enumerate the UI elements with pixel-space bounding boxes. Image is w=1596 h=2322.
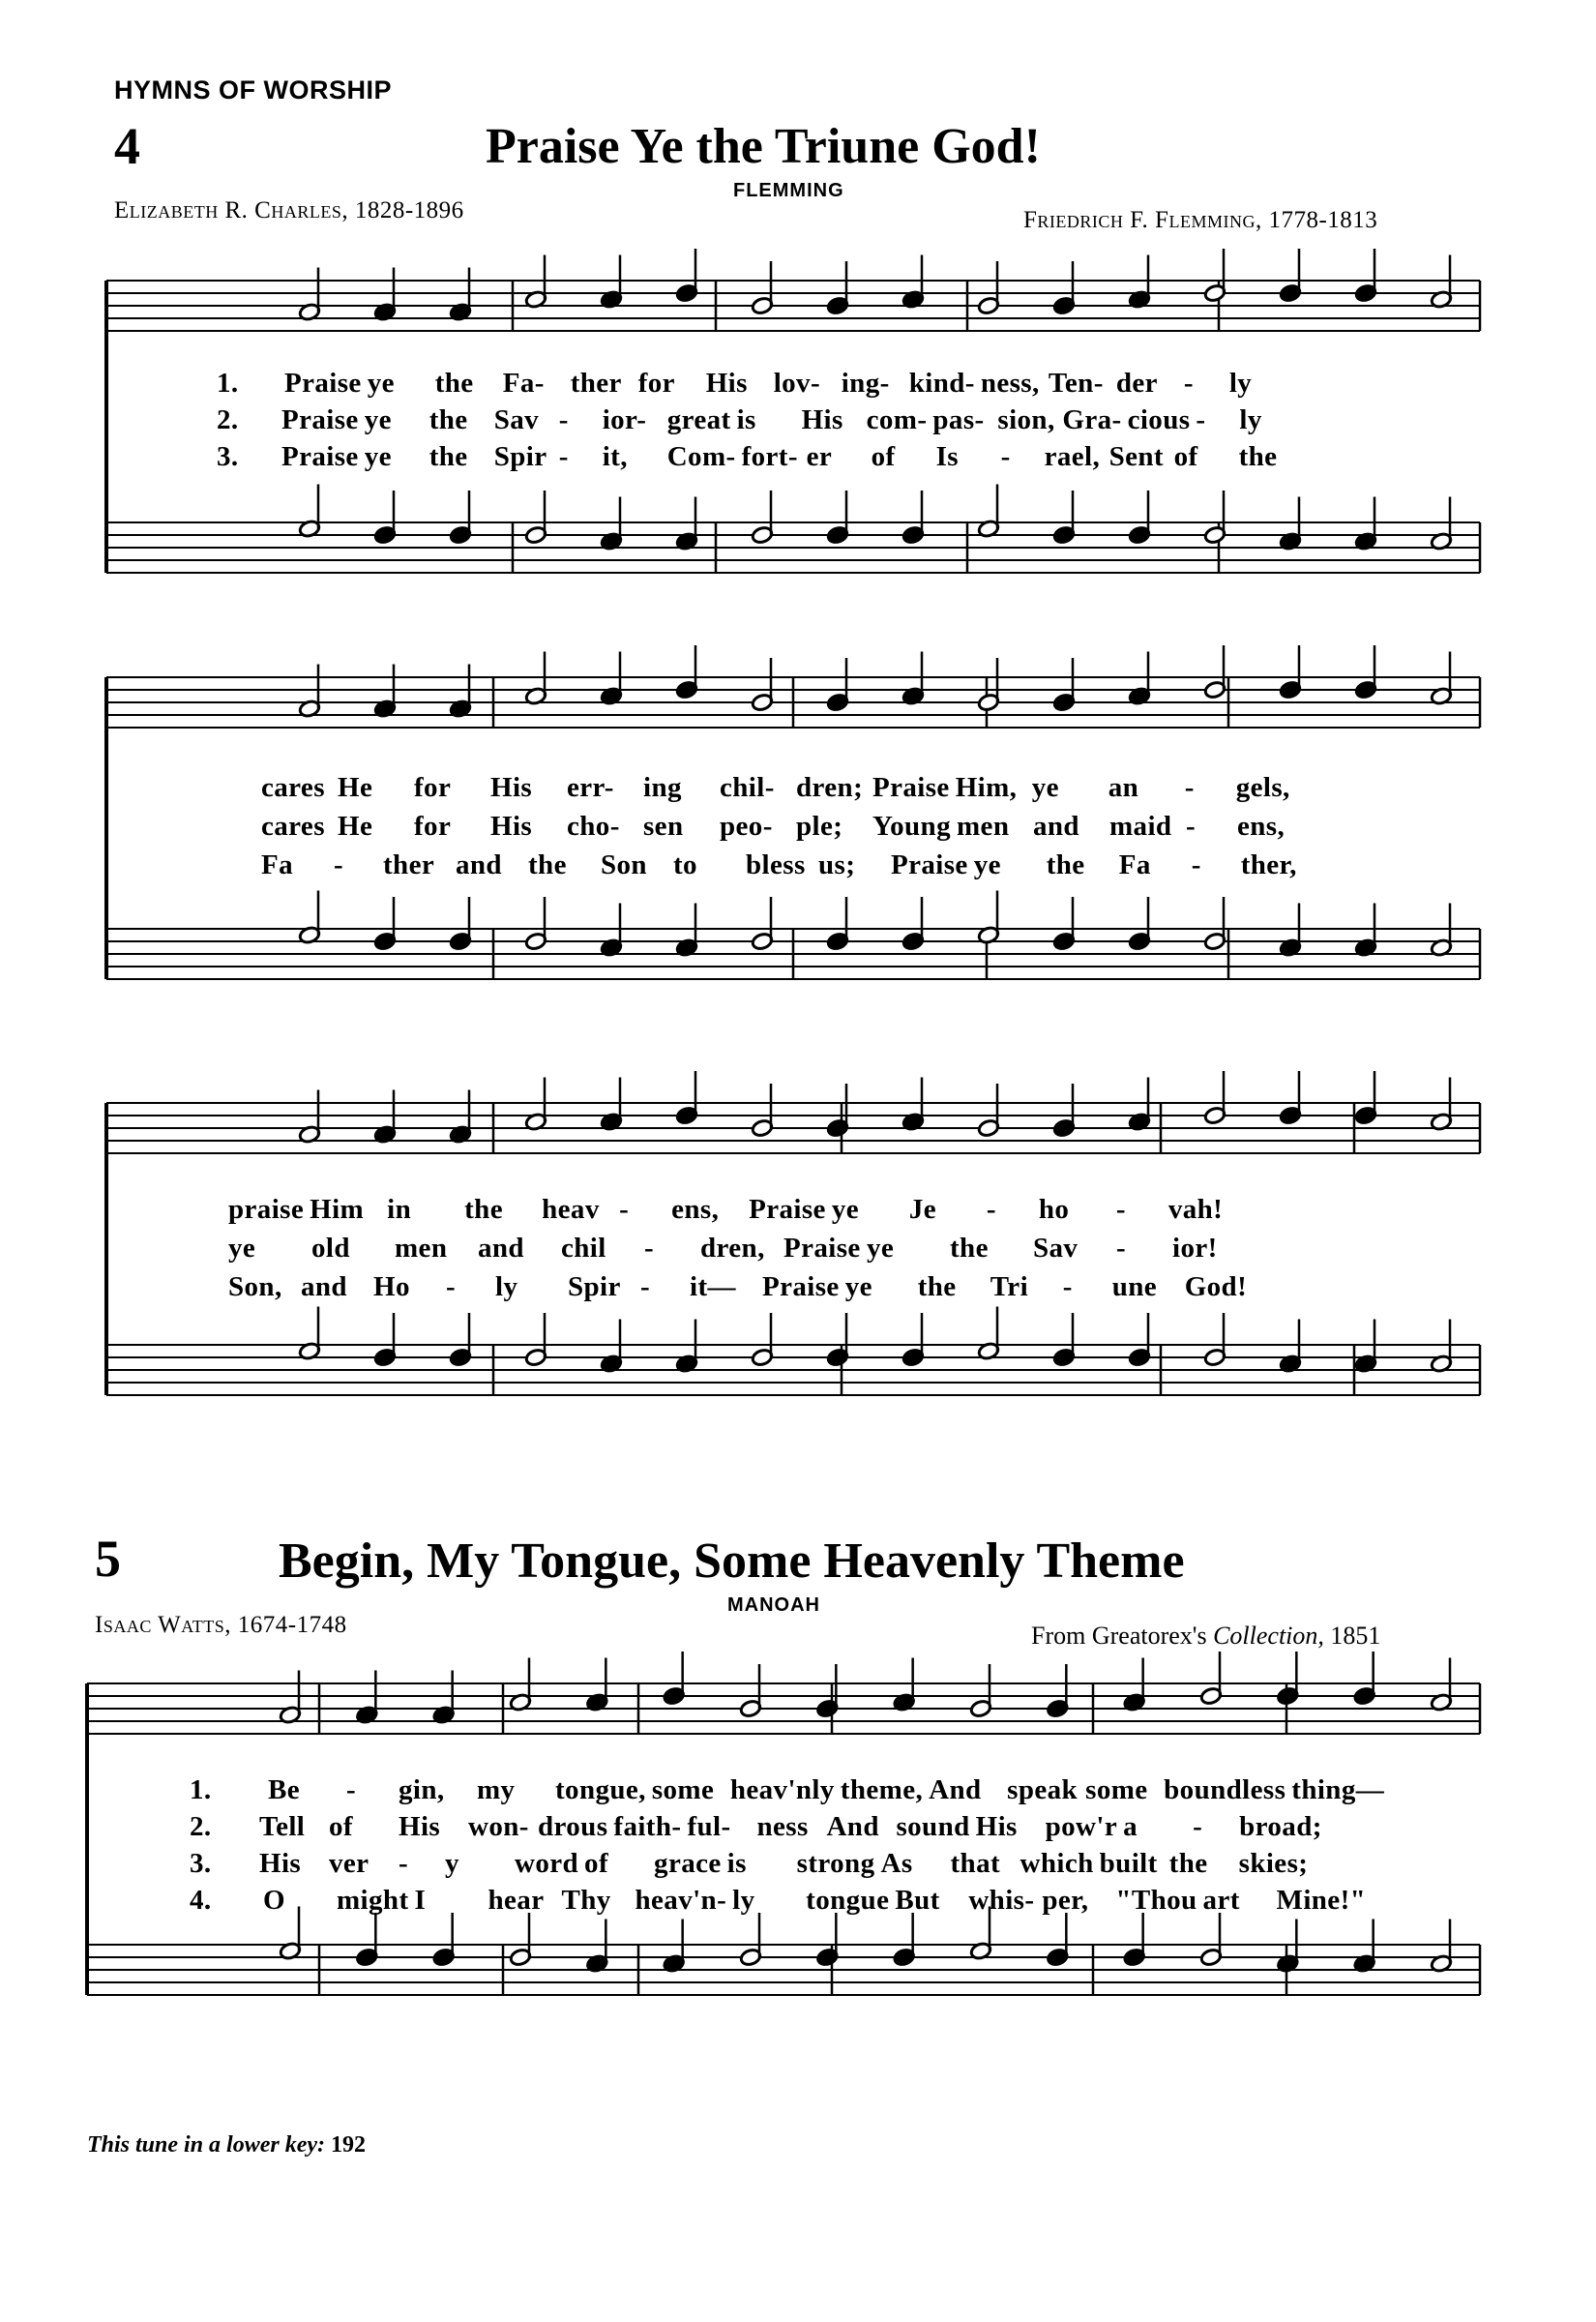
lyric-syllable: chil- bbox=[720, 772, 775, 803]
verse-line bbox=[190, 1848, 1314, 1880]
lyric-syllable: heav'nly bbox=[729, 1774, 835, 1805]
lyric-syllable: word bbox=[515, 1848, 579, 1879]
lyric-syllable: ye bbox=[228, 1233, 256, 1264]
lyric-syllable: pas- bbox=[932, 404, 985, 435]
lyric-syllable: 3. bbox=[190, 1848, 212, 1879]
verse-line bbox=[190, 1811, 1328, 1843]
lyric-syllable: us; bbox=[818, 849, 856, 880]
lyric-syllable: ior! bbox=[1172, 1233, 1218, 1264]
lyric-syllable: Praise bbox=[891, 849, 968, 880]
lyric-syllable: fort- bbox=[741, 441, 798, 472]
lyric-syllable: cares bbox=[261, 772, 325, 803]
lyric-syllable: Spir bbox=[568, 1271, 621, 1302]
lyric-syllable: ther, bbox=[1240, 849, 1297, 880]
verse-line bbox=[217, 368, 1297, 400]
lyric-syllable: His bbox=[801, 404, 843, 435]
lyric-syllable: Son bbox=[601, 849, 647, 880]
lyric-syllable: drous bbox=[538, 1811, 608, 1842]
lyric-syllable: men bbox=[957, 811, 1010, 842]
lyric-syllable: But bbox=[895, 1885, 940, 1916]
music-credit-prefix: From Greatorex's bbox=[1031, 1622, 1207, 1650]
lyric-syllable: ly bbox=[495, 1271, 518, 1302]
lyric-syllable: God! bbox=[1184, 1271, 1248, 1302]
lyric-syllable: Je bbox=[908, 1194, 936, 1225]
lyric-syllable: heav'n- bbox=[635, 1885, 727, 1916]
lyric-syllable: in bbox=[387, 1194, 412, 1225]
lyric-syllable: His bbox=[705, 368, 748, 399]
lyric-syllable: Praise bbox=[762, 1271, 840, 1302]
lyric-syllable: And bbox=[929, 1774, 982, 1805]
lyric-syllable: is bbox=[736, 404, 756, 435]
lyric-syllable: which bbox=[1020, 1848, 1094, 1879]
lyric-syllable: - bbox=[346, 1774, 357, 1805]
lyric-syllable: an bbox=[1108, 772, 1139, 803]
lyric-syllable: of bbox=[584, 1848, 609, 1879]
lyric-syllable: - bbox=[986, 1194, 996, 1225]
lyric-syllable: Tri bbox=[990, 1271, 1029, 1302]
lyric-syllable: that bbox=[950, 1848, 1001, 1879]
lyric-syllable: y bbox=[445, 1848, 459, 1879]
lyric-syllable: Fa- bbox=[502, 368, 545, 399]
lyric-syllable: ther bbox=[383, 849, 435, 880]
lyric-syllable: Praise bbox=[284, 368, 362, 399]
lyric-syllable: boundless bbox=[1164, 1774, 1286, 1805]
lyric-syllable: peo- bbox=[720, 811, 773, 842]
lyric-syllable: it— bbox=[690, 1271, 736, 1302]
verse-line bbox=[261, 849, 1314, 881]
lyric-syllable: - bbox=[558, 404, 569, 435]
verse-line bbox=[261, 811, 1314, 843]
lyric-syllable: the bbox=[434, 368, 474, 399]
lyric-syllable: dren; bbox=[796, 772, 864, 803]
lyric-syllable: ing bbox=[643, 772, 682, 803]
lyric-syllable: 2. bbox=[217, 404, 239, 435]
lyric-syllable: ior- bbox=[602, 404, 647, 435]
lyric-syllable: - bbox=[1000, 441, 1011, 472]
lyric-syllable: it, bbox=[602, 441, 628, 472]
lyric-syllable: Him, bbox=[955, 772, 1018, 803]
hymn-5-words-credit: Isaac Watts, 1674-1748 bbox=[95, 1612, 347, 1638]
lyric-syllable: pow'r bbox=[1045, 1811, 1118, 1842]
footnote-ref: 192 bbox=[331, 2132, 367, 2158]
lyric-syllable: ens, bbox=[671, 1194, 720, 1225]
lyric-syllable: men bbox=[395, 1233, 448, 1264]
lyric-syllable: vah! bbox=[1167, 1194, 1224, 1225]
lyric-syllable: faith- bbox=[613, 1811, 682, 1842]
lyric-syllable: for bbox=[414, 772, 452, 803]
lyric-syllable: - bbox=[1184, 772, 1195, 803]
lyric-syllable: the bbox=[1046, 849, 1085, 880]
lyric-syllable: cares bbox=[261, 811, 325, 842]
lyric-syllable: com- bbox=[866, 404, 928, 435]
lyric-syllable: Praise bbox=[872, 772, 950, 803]
lyric-syllable: ye bbox=[367, 368, 395, 399]
lyric-syllable: der bbox=[1115, 368, 1158, 399]
verse-line bbox=[228, 1271, 1257, 1303]
lyric-syllable: some bbox=[651, 1774, 715, 1805]
verse-line bbox=[228, 1194, 1246, 1226]
lyric-syllable: ye bbox=[364, 404, 392, 435]
lyric-syllable: ful- bbox=[687, 1811, 731, 1842]
lyric-syllable: ye bbox=[831, 1194, 859, 1225]
footnote bbox=[87, 2132, 366, 2158]
lyric-syllable: Tell bbox=[259, 1811, 306, 1842]
lyric-syllable: theme, bbox=[840, 1774, 924, 1805]
lyric-syllable: - bbox=[334, 849, 344, 880]
lyric-syllable: of bbox=[329, 1811, 353, 1842]
lyric-syllable: sound bbox=[896, 1811, 970, 1842]
lyric-syllable: gels, bbox=[1235, 772, 1290, 803]
hymn-4-music-credit: Friedrich F. Flemming, 1778-1813 bbox=[1023, 207, 1378, 233]
lyric-syllable: ye bbox=[844, 1271, 872, 1302]
lyric-syllable: chil bbox=[561, 1233, 606, 1264]
lyric-syllable: the bbox=[429, 404, 468, 435]
lyric-syllable: Praise bbox=[783, 1233, 861, 1264]
lyric-syllable: praise bbox=[228, 1194, 305, 1225]
lyric-syllable: tongue bbox=[806, 1885, 890, 1916]
lyric-syllable: Sav bbox=[493, 404, 540, 435]
lyric-syllable: - bbox=[399, 1848, 409, 1879]
lyric-syllable: Praise bbox=[749, 1194, 826, 1225]
lyric-syllable: for bbox=[637, 368, 675, 399]
lyric-syllable: Praise bbox=[281, 441, 359, 472]
lyric-syllable: some bbox=[1085, 1774, 1148, 1805]
lyric-syllable: ly bbox=[732, 1885, 755, 1916]
lyric-syllable: - bbox=[1115, 1194, 1126, 1225]
lyric-syllable: thing— bbox=[1291, 1774, 1385, 1805]
lyric-syllable: une bbox=[1111, 1271, 1158, 1302]
lyric-syllable: gin, bbox=[399, 1774, 445, 1805]
lyric-syllable: Praise bbox=[281, 404, 359, 435]
lyric-syllable: Gra- bbox=[1062, 404, 1122, 435]
lyric-syllable: ye bbox=[1031, 772, 1059, 803]
lyric-syllable: "Thou bbox=[1115, 1885, 1197, 1916]
lyric-syllable: for bbox=[414, 811, 452, 842]
lyric-syllable: and bbox=[1033, 811, 1079, 842]
lyric-syllable: Him bbox=[310, 1194, 365, 1225]
lyric-syllable: the bbox=[528, 849, 567, 880]
hymn-5-title: Begin, My Tongue, Some Heavenly Theme bbox=[279, 1533, 1185, 1589]
lyric-syllable: the bbox=[429, 441, 468, 472]
lyric-syllable: art bbox=[1202, 1885, 1240, 1916]
hymn-5-music-credit bbox=[1031, 1622, 1380, 1651]
lyric-syllable: and bbox=[478, 1233, 524, 1264]
lyric-syllable: tongue, bbox=[555, 1774, 646, 1805]
lyric-syllable: ly bbox=[1239, 404, 1262, 435]
lyric-syllable: - bbox=[644, 1233, 655, 1264]
lyric-syllable: His bbox=[399, 1811, 441, 1842]
verse-line bbox=[217, 404, 1304, 436]
lyric-syllable: the bbox=[464, 1194, 503, 1225]
lyric-syllable: strong bbox=[796, 1848, 875, 1879]
lyric-syllable: ther bbox=[570, 368, 622, 399]
lyric-syllable: bless bbox=[746, 849, 806, 880]
lyric-syllable: the bbox=[1168, 1848, 1208, 1879]
book-title: HYMNS OF WORSHIP bbox=[114, 75, 393, 104]
lyric-syllable: - bbox=[1196, 404, 1206, 435]
lyric-syllable: ens, bbox=[1237, 811, 1286, 842]
lyric-syllable: Fa bbox=[1118, 849, 1151, 880]
lyric-syllable: His bbox=[259, 1848, 302, 1879]
lyric-syllable: - bbox=[446, 1271, 457, 1302]
lyric-syllable: of bbox=[871, 441, 896, 472]
lyric-syllable: Mine!" bbox=[1276, 1885, 1367, 1916]
lyric-syllable: ye bbox=[364, 441, 392, 472]
lyric-syllable: might bbox=[337, 1885, 409, 1916]
lyric-syllable: Spir bbox=[493, 441, 547, 472]
lyric-syllable: - bbox=[1183, 368, 1194, 399]
lyric-syllable: old bbox=[311, 1233, 350, 1264]
lyric-syllable: 2. bbox=[190, 1811, 212, 1842]
lyric-syllable: heav bbox=[542, 1194, 600, 1225]
lyric-syllable: broad; bbox=[1239, 1811, 1322, 1842]
lyric-syllable: 1. bbox=[217, 368, 239, 399]
hymn-5-tune-name: MANOAH bbox=[727, 1594, 820, 1616]
lyric-syllable: the bbox=[950, 1233, 989, 1264]
lyric-syllable: sion, bbox=[997, 404, 1055, 435]
lyric-syllable: whis- bbox=[968, 1885, 1035, 1916]
lyric-syllable: 4. bbox=[190, 1885, 212, 1916]
lyric-syllable: maid bbox=[1109, 811, 1172, 842]
lyric-syllable: ness bbox=[756, 1811, 809, 1842]
lyric-syllable: - bbox=[1191, 849, 1201, 880]
lyric-syllable: Young bbox=[872, 811, 951, 842]
lyric-syllable: His bbox=[975, 1811, 1018, 1842]
lyric-syllable: As bbox=[880, 1848, 913, 1879]
lyric-syllable: the bbox=[1238, 441, 1278, 472]
lyric-syllable: He bbox=[338, 772, 373, 803]
lyric-syllable: Be bbox=[268, 1774, 301, 1805]
lyric-syllable: cious bbox=[1127, 404, 1191, 435]
hymn-5-number: 5 bbox=[95, 1530, 121, 1588]
lyric-syllable: per, bbox=[1042, 1885, 1089, 1916]
hymn-4-title: Praise Ye the Triune God! bbox=[486, 119, 1041, 174]
lyric-syllable: His bbox=[490, 772, 533, 803]
lyric-syllable: of bbox=[1173, 441, 1198, 472]
lyric-syllable: And bbox=[826, 1811, 879, 1842]
verse-line bbox=[217, 441, 1304, 473]
lyric-syllable: Sav bbox=[1033, 1233, 1079, 1264]
lyric-syllable: is bbox=[726, 1848, 747, 1879]
lyric-syllable: I bbox=[414, 1885, 427, 1916]
lyric-syllable: Sent bbox=[1108, 441, 1164, 472]
lyric-syllable: err- bbox=[567, 772, 614, 803]
lyric-syllable: Is bbox=[935, 441, 959, 472]
lyric-syllable: His bbox=[490, 811, 533, 842]
lyric-syllable: - bbox=[1186, 811, 1197, 842]
lyric-syllable: - bbox=[619, 1194, 630, 1225]
lyric-syllable: ple; bbox=[796, 811, 843, 842]
verse-line bbox=[228, 1233, 1256, 1265]
lyric-syllable: my bbox=[477, 1774, 516, 1805]
lyric-syllable: ly bbox=[1228, 368, 1253, 399]
lyric-syllable: kind- bbox=[908, 368, 975, 399]
lyric-syllable: great bbox=[666, 404, 731, 435]
lyric-syllable: Son, bbox=[228, 1271, 282, 1302]
lyric-syllable: - bbox=[640, 1271, 651, 1302]
lyric-syllable: ver bbox=[329, 1848, 369, 1879]
music-credit-source: Collection, bbox=[1213, 1622, 1324, 1650]
lyric-syllable: ness, bbox=[980, 368, 1040, 399]
lyric-syllable: O bbox=[263, 1885, 285, 1916]
verse-line bbox=[190, 1885, 1372, 1917]
footnote-label: This tune in a lower key: bbox=[87, 2132, 326, 2158]
lyric-syllable: a bbox=[1123, 1811, 1138, 1842]
lyric-syllable: sen bbox=[643, 811, 684, 842]
lyric-syllable: Thy bbox=[561, 1885, 611, 1916]
lyric-syllable: and bbox=[301, 1271, 347, 1302]
lyric-syllable: Ho bbox=[373, 1271, 410, 1302]
lyric-syllable: and bbox=[456, 849, 502, 880]
lyric-syllable: - bbox=[1116, 1233, 1127, 1264]
lyric-syllable: 3. bbox=[217, 441, 239, 472]
verse-line bbox=[190, 1774, 1390, 1806]
lyric-syllable: Ten- bbox=[1048, 368, 1104, 399]
lyric-syllable: won- bbox=[468, 1811, 529, 1842]
lyric-syllable: to bbox=[673, 849, 697, 880]
verse-line bbox=[261, 772, 1313, 804]
lyric-syllable: lov- bbox=[773, 368, 821, 399]
lyric-syllable: grace bbox=[654, 1848, 722, 1879]
music-credit-year: 1851 bbox=[1330, 1622, 1381, 1650]
lyric-syllable: Fa bbox=[261, 849, 294, 880]
lyric-syllable: ye bbox=[973, 849, 1001, 880]
lyric-syllable: the bbox=[917, 1271, 957, 1302]
lyric-syllable: ye bbox=[867, 1233, 895, 1264]
hymn-4-tune-name: FLEMMING bbox=[733, 180, 844, 201]
lyric-syllable: rael, bbox=[1044, 441, 1101, 472]
lyric-syllable: - bbox=[1062, 1271, 1073, 1302]
lyric-syllable: Com- bbox=[666, 441, 736, 472]
lyric-syllable: ho bbox=[1038, 1194, 1070, 1225]
lyric-syllable: - bbox=[558, 441, 569, 472]
lyric-syllable: dren, bbox=[700, 1233, 765, 1264]
lyric-syllable: built bbox=[1099, 1848, 1158, 1879]
lyric-syllable: - bbox=[1193, 1811, 1203, 1842]
lyric-syllable: 1. bbox=[190, 1774, 212, 1805]
lyric-syllable: hear bbox=[488, 1885, 545, 1916]
hymn-4-words-credit: Elizabeth R. Charles, 1828-1896 bbox=[114, 197, 464, 223]
lyric-syllable: cho- bbox=[567, 811, 620, 842]
lyric-syllable: He bbox=[338, 811, 373, 842]
lyric-syllable: ing- bbox=[841, 368, 890, 399]
lyric-syllable: speak bbox=[1007, 1774, 1079, 1805]
lyric-syllable: er bbox=[806, 441, 833, 472]
lyric-syllable: skies; bbox=[1238, 1848, 1309, 1879]
hymn-4-number: 4 bbox=[114, 117, 140, 175]
